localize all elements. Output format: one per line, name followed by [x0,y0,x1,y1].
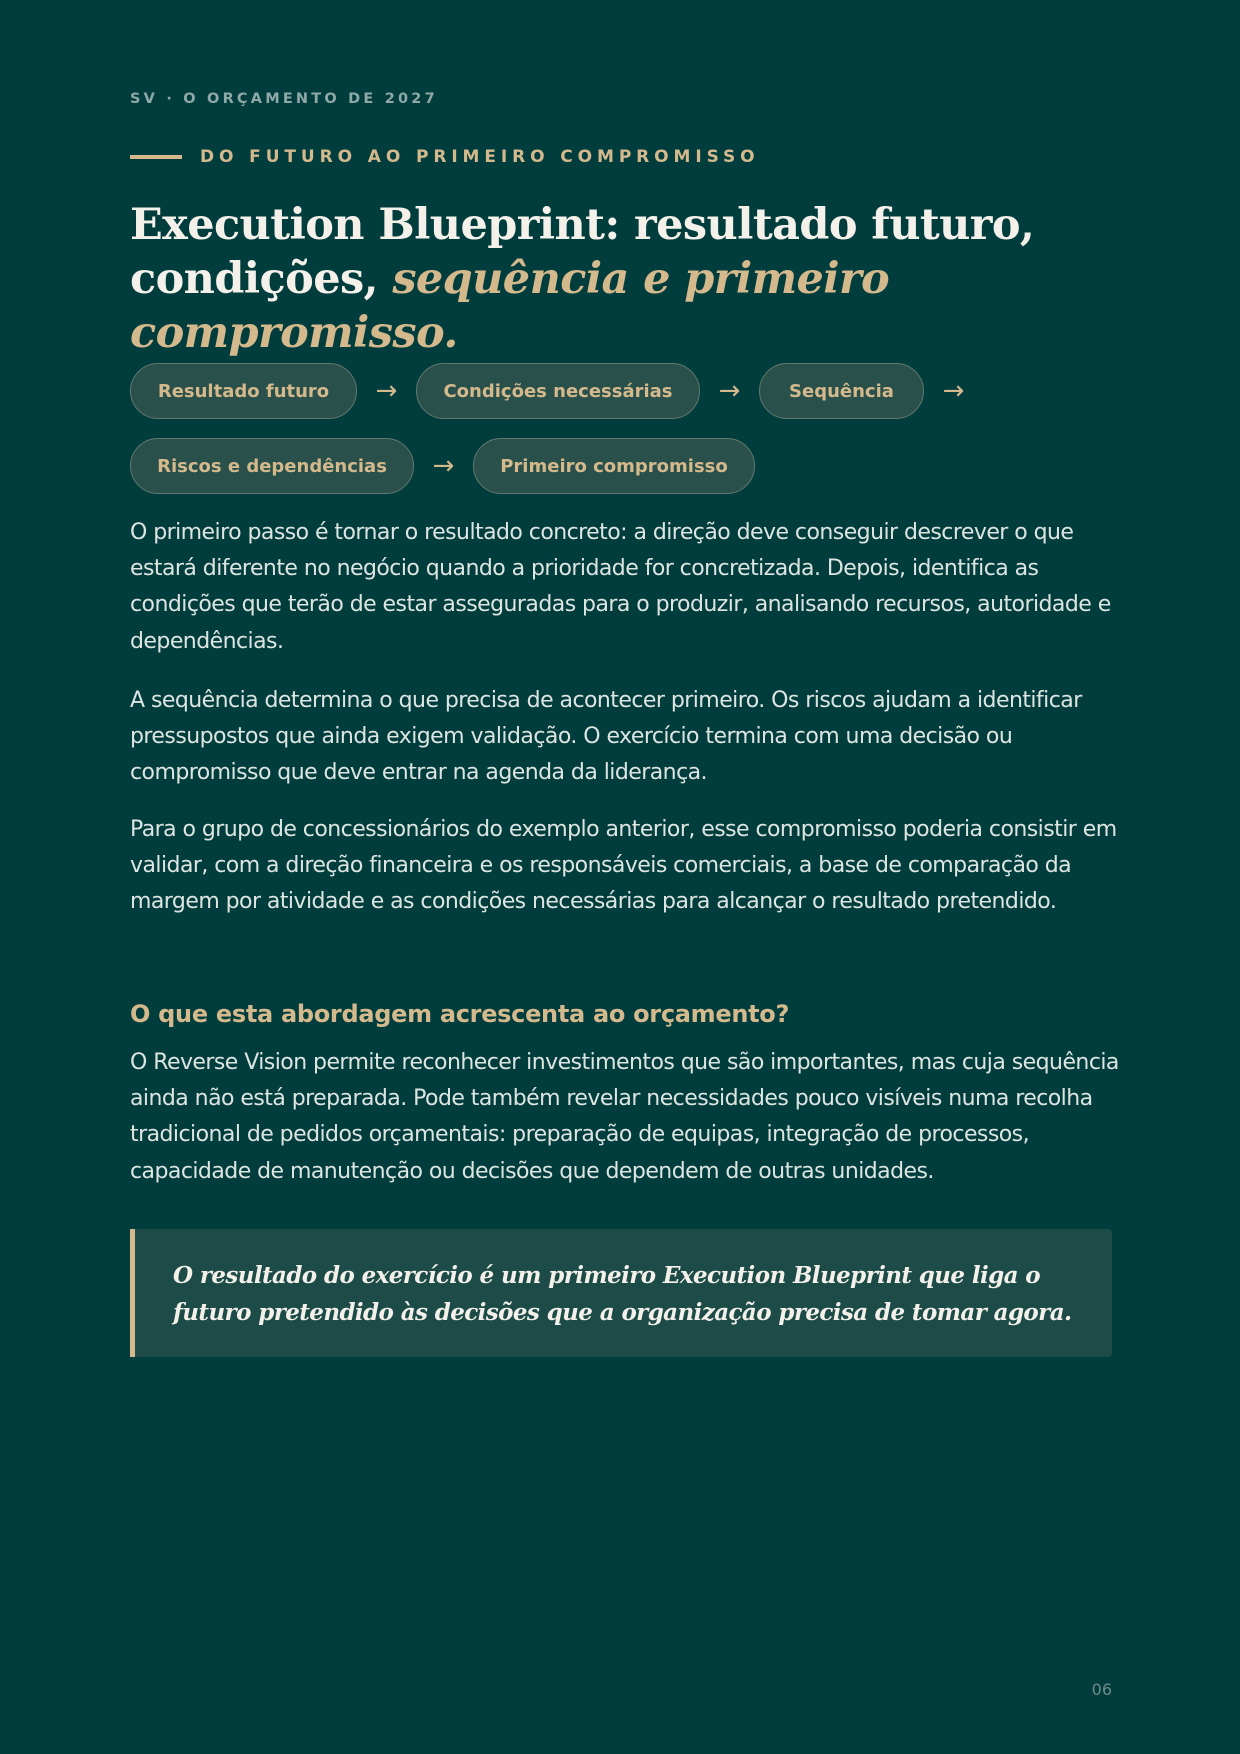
title-line-1: Execution Blueprint: resultado futuro, [130,200,1035,250]
flow-step-primeiro-compromisso: Primeiro compromisso [473,438,755,494]
process-flow [130,363,1090,513]
process-flow-row-1 [130,363,1090,419]
pull-quote [130,1229,1112,1357]
pull-quote-text: O resultado do exercício é um primeiro Execution Blueprint que liga o futuro pretendido às decisões que a organização precisa de tomar agora. [173,1262,1072,1326]
flow-step-riscos-e-dependencias: Riscos e dependências [130,438,414,494]
section-label [130,147,759,167]
arrow-right-icon: → [432,451,455,481]
page-title [130,198,1130,360]
arrow-right-icon: → [718,376,741,406]
arrow-right-icon: → [942,376,965,406]
title-line-2-accent: sequência e primeiro compromisso. [130,254,890,358]
flow-step-resultado-futuro: Resultado futuro [130,363,357,419]
process-flow-row-2 [130,438,1090,494]
body-paragraph-2: A sequência determina o que precisa de acontecer primeiro. Os riscos ajudam a identificar pressupostos que ainda exigem validação. O exercício termina com uma decisão ou compromisso que deve entrar na agenda da liderança. [130,688,1082,786]
flow-step-condicoes-necessarias: Condições necessárias [416,363,700,419]
flow-step-sequencia: Sequência [759,363,924,419]
body-paragraph-3: Para o grupo de concessionários do exemplo anterior, esse compromisso poderia consistir em validar, com a direção financeira e os responsáveis comerciais, a base de comparação da margem por atividade e as condições necessárias para alcançar o resultado pretendido. [130,817,1117,915]
gold-rule [130,155,182,159]
body-paragraph-1: O primeiro passo é tornar o resultado concreto: a direção deve conseguir descrever o que estará diferente no negócio quando a prioridade for concretizada. Depois, identifica as condições que terão de estar asseguradas para o produzir, analisando recursos, autoridade e dependências. [130,520,1111,654]
page-number: 06 [1091,1680,1112,1699]
arrow-right-icon: → [375,376,398,406]
title-line-2-plain: condições, [130,254,393,304]
section-label-text: DO FUTURO AO PRIMEIRO COMPROMISSO [200,147,760,167]
section-subheading: O que esta abordagem acrescenta ao orçamento? [130,1000,790,1028]
body-paragraph-4: O Reverse Vision permite reconhecer investimentos que são importantes, mas cuja sequência ainda não está preparada. Pode também revelar necessidades pouco visíveis numa recolha tradicional de pedidos orçamentais: preparação de equipas, integração de processos, capacidade de manutenção ou decisões que dependem de outras unidades. [130,1050,1119,1184]
document-kicker: SV · O ORÇAMENTO DE 2027 [130,91,438,107]
